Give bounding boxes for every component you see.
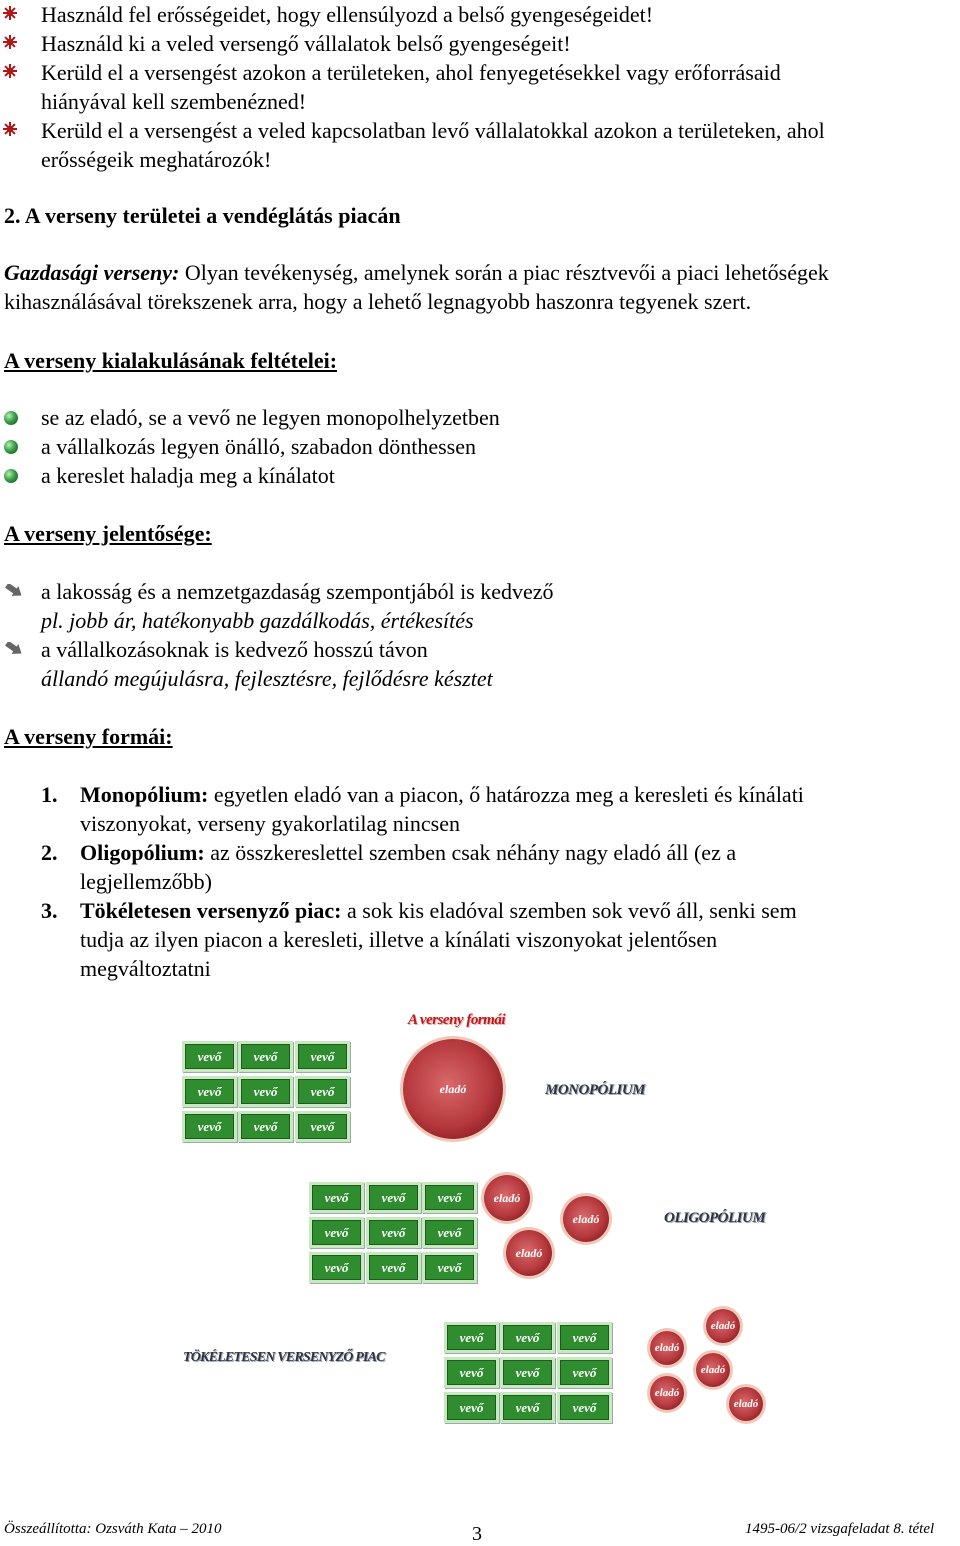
seller-circle-medium: eladó: [506, 1230, 552, 1276]
form-item-3-cont-2: megváltoztatni: [80, 956, 211, 981]
seller-circle-medium: eladó: [563, 1196, 609, 1242]
form-number-1: 1.: [41, 782, 58, 807]
condition-item-3: a kereslet haladja meg a kínálatot: [41, 463, 335, 488]
form-number-2: 2.: [41, 840, 58, 865]
buyer-box: vevő: [557, 1322, 612, 1353]
importance-item-1: a lakosság és a nemzetgazdaság szempontjából is kedvező: [41, 579, 554, 604]
buyer-box: vevő: [366, 1182, 421, 1213]
diagram-title: A verseny formái: [408, 1012, 505, 1028]
perfect-competition-label: TÖKÉLETESEN VERSENYZŐ PIAC: [183, 1350, 385, 1365]
buyer-box: vevő: [309, 1182, 364, 1213]
form-item-1: Monopólium: egyetlen eladó van a piacon, ő határozza meg a keresleti és kínálati: [80, 782, 804, 807]
footer-page-number: 3: [472, 1523, 482, 1545]
form-item-3-cont: tudja az ilyen piacon a keresleti, illetve a kínálati viszonyokat jelentősen: [80, 927, 718, 952]
importance-item-2-example: állandó megújulásra, fejlesztésre, fejlődésre késztet: [41, 666, 493, 691]
buyer-box: vevő: [295, 1111, 350, 1142]
star-bullet-icon: [2, 63, 18, 79]
section-title: 2. A verseny területei a vendéglátás piacán: [4, 203, 401, 228]
buyer-box: vevő: [444, 1357, 499, 1388]
buyer-box: vevő: [182, 1111, 237, 1142]
importance-item-2: a vállalkozásoknak is kedvező hosszú távon: [41, 637, 428, 662]
form-term-3: Tökéletesen versenyző piac:: [80, 898, 342, 923]
conditions-heading: A verseny kialakulásának feltételei:: [4, 348, 338, 373]
buyer-box: vevő: [182, 1041, 237, 1072]
buyer-box: vevő: [366, 1217, 421, 1248]
arrow-bullet-icon: [2, 584, 24, 600]
seller-circle-small: eladó: [729, 1387, 763, 1421]
definition-line-1: [4, 258, 829, 287]
form-number-3: 3.: [41, 898, 58, 923]
seller-circle-small: eladó: [650, 1331, 684, 1365]
form-item-1-cont: viszonyokat, verseny gyakorlatilag nincsen: [80, 811, 461, 836]
form-item-2-cont: legjellemzőbb): [80, 869, 212, 894]
seller-circle-large: eladó: [403, 1039, 503, 1139]
buyer-box: vevő: [295, 1041, 350, 1072]
buyer-box: vevő: [295, 1076, 350, 1107]
buyer-box: vevő: [182, 1076, 237, 1107]
monopoly-label: MONOPÓLIUM: [545, 1082, 645, 1098]
condition-item-2: a vállalkozás legyen önálló, szabadon dönthessen: [41, 434, 476, 459]
star-bullet-icon: [2, 34, 18, 50]
form-item-2: Oligopólium: az összkereslettel szemben csak néhány nagy eladó áll (ez a: [80, 840, 737, 865]
intro-bullet-3-cont: hiányával kell szembenézned!: [41, 89, 307, 114]
seller-circle-medium: eladó: [484, 1175, 530, 1221]
buyer-box: vevő: [500, 1322, 555, 1353]
form-term-2: Oligopólium:: [80, 840, 205, 865]
footer-author: Összeállította: Ozsváth Kata – 2010: [4, 1521, 222, 1537]
intro-bullet-4-cont: erősségeik meghatározók!: [41, 147, 272, 172]
buyer-box: vevő: [444, 1322, 499, 1353]
arrow-bullet-icon: [2, 642, 24, 658]
star-bullet-icon: [2, 121, 18, 137]
forms-heading: A verseny formái:: [4, 724, 173, 749]
buyer-box: vevő: [309, 1217, 364, 1248]
buyer-box: vevő: [422, 1252, 477, 1283]
buyer-box: vevő: [422, 1217, 477, 1248]
buyer-box: vevő: [500, 1392, 555, 1423]
intro-bullet-4: Kerüld el a versengést a veled kapcsolatban levő vállalatokkal azokon a területeken, ahol: [41, 118, 825, 143]
buyer-box: vevő: [238, 1041, 293, 1072]
buyer-box: vevő: [557, 1392, 612, 1423]
buyer-box: vevő: [238, 1111, 293, 1142]
definition-text-1: Olyan tevékenység, amelynek során a piac résztvevői a piaci lehetőségek: [179, 260, 829, 285]
definition-term: Gazdasági verseny:: [4, 260, 180, 285]
green-ball-bullet-icon: [4, 469, 18, 483]
buyer-box: vevő: [309, 1252, 364, 1283]
green-ball-bullet-icon: [4, 411, 18, 425]
buyer-box: vevő: [500, 1357, 555, 1388]
star-bullet-icon: [2, 5, 18, 21]
green-ball-bullet-icon: [4, 440, 18, 454]
seller-circle-small: eladó: [650, 1376, 684, 1410]
importance-item-1-example: pl. jobb ár, hatékonyabb gazdálkodás, értékesítés: [41, 608, 474, 633]
definition-line-2: kihasználásával törekszenek arra, hogy a lehető legnagyobb haszonra tegyenek szert.: [4, 289, 752, 314]
seller-circle-small: eladó: [706, 1309, 740, 1343]
buyer-box: vevő: [238, 1076, 293, 1107]
seller-circle-small: eladó: [696, 1353, 730, 1387]
condition-item-1: se az eladó, se a vevő ne legyen monopolhelyzetben: [41, 405, 500, 430]
buyer-box: vevő: [366, 1252, 421, 1283]
buyer-box: vevő: [557, 1357, 612, 1388]
intro-bullet-1: Használd fel erősségeidet, hogy ellensúlyozd a belső gyengeségeidet!: [41, 2, 654, 27]
buyer-box: vevő: [444, 1392, 499, 1423]
intro-bullet-2: Használd ki a veled versengő vállalatok belső gyengeségeit!: [41, 31, 571, 56]
form-term-1: Monopólium:: [80, 782, 209, 807]
intro-bullet-3: Kerüld el a versengést azokon a területeken, ahol fenyegetésekkel vagy erőforrásaid: [41, 60, 781, 85]
buyer-box: vevő: [422, 1182, 477, 1213]
footer-exam-id: 1495-06/2 vizsgafeladat 8. tétel: [745, 1521, 935, 1537]
oligopoly-label: OLIGOPÓLIUM: [664, 1210, 766, 1226]
importance-heading: A verseny jelentősége:: [4, 521, 212, 546]
form-item-3: Tökéletesen versenyző piac: a sok kis eladóval szemben sok vevő áll, senki sem: [80, 898, 797, 923]
